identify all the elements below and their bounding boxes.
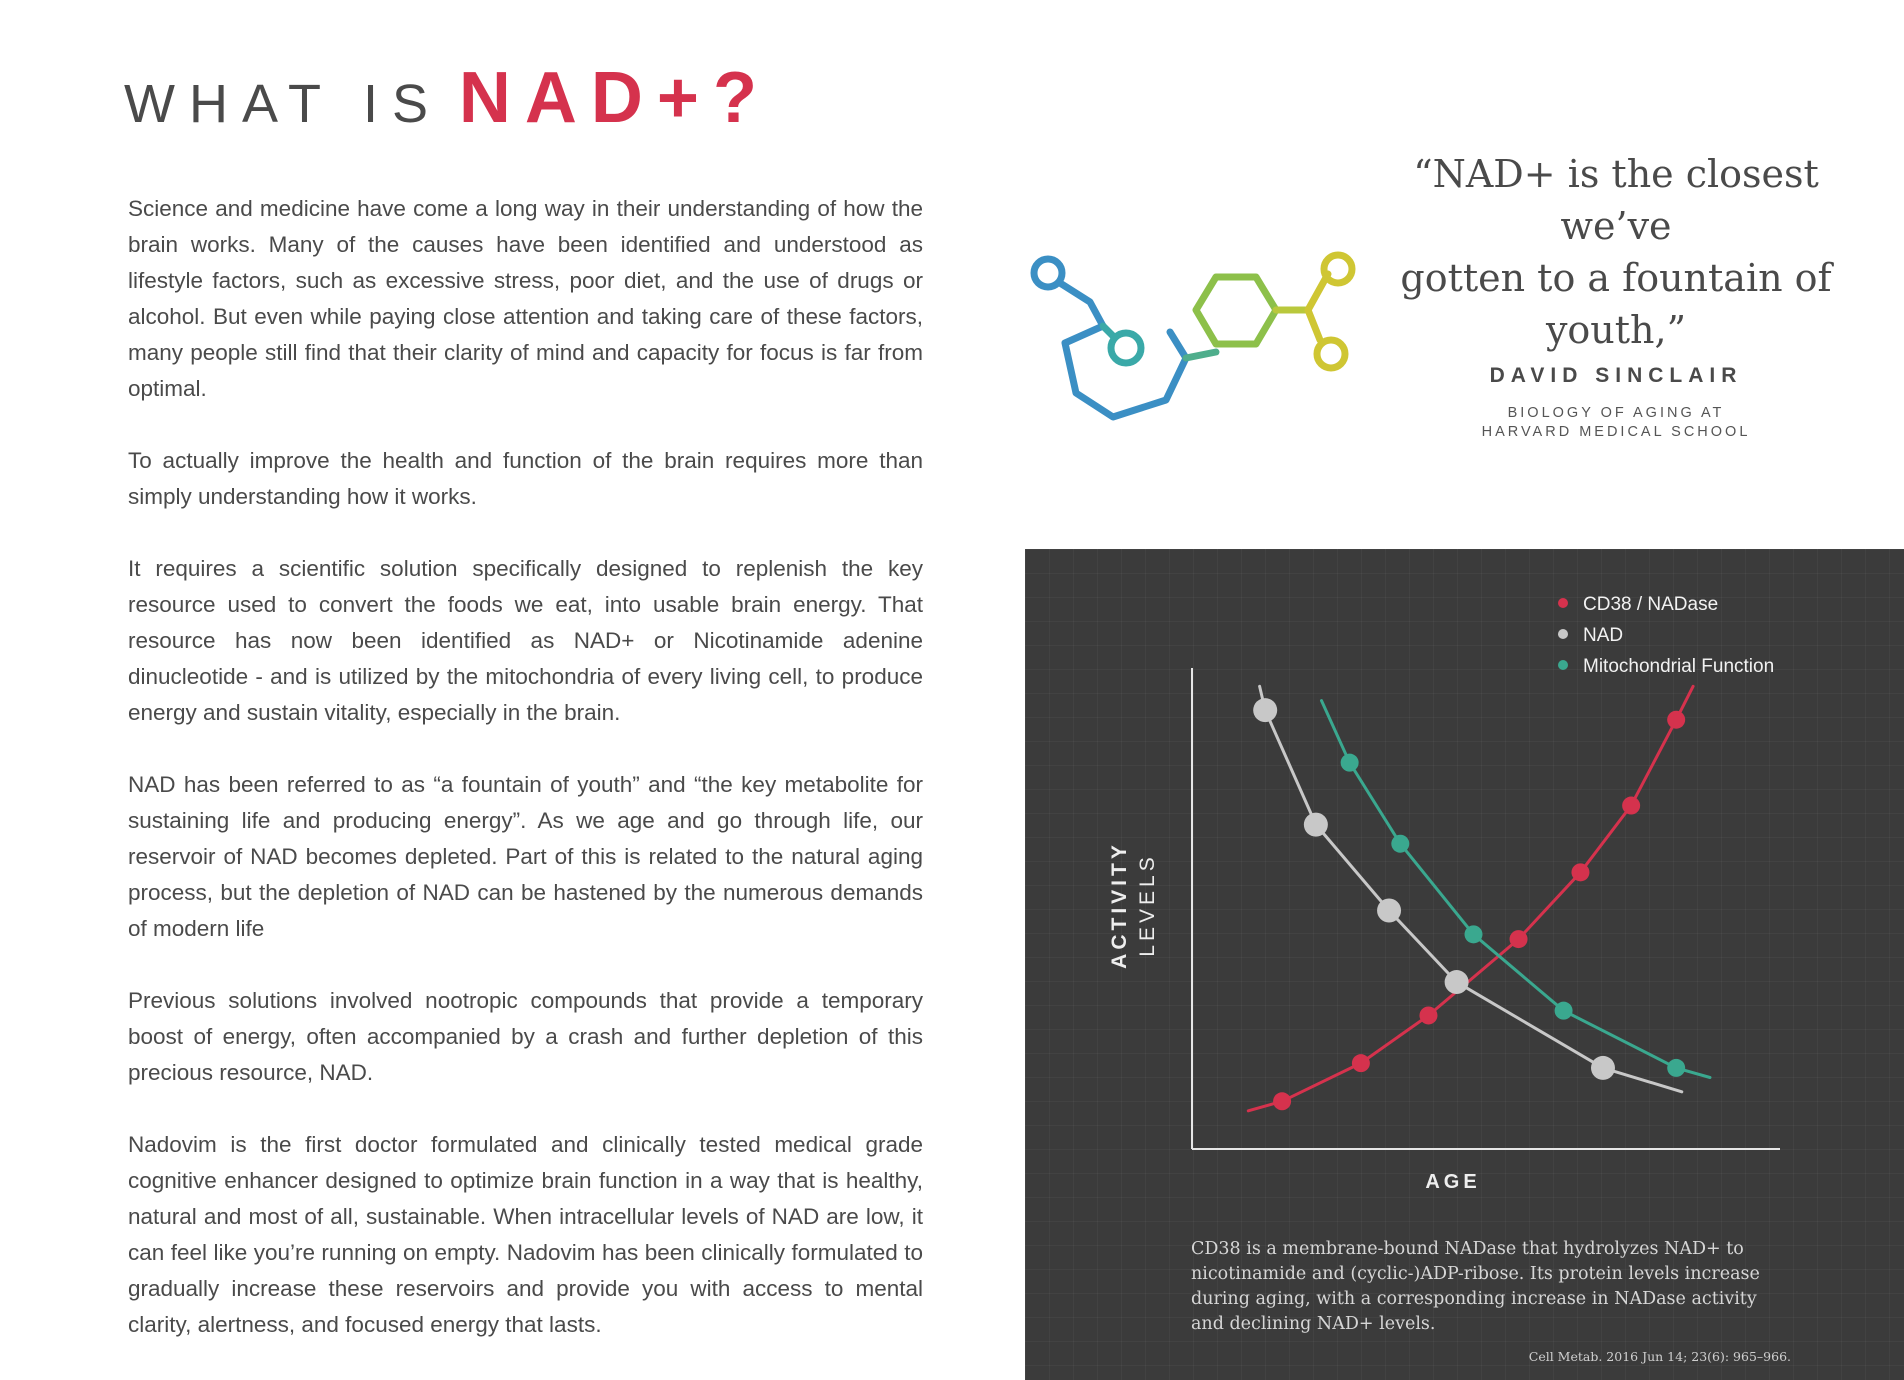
data-point	[1391, 835, 1409, 853]
quote-author: DAVID SINCLAIR	[1489, 364, 1743, 387]
paragraph: Previous solutions involved nootropic compounds that provide a temporary boost of energy, often accompanied by a crash and further depletion of this precious resource, NAD.	[128, 988, 923, 1085]
data-point	[1273, 1092, 1291, 1110]
data-point	[1377, 899, 1401, 923]
series-line	[1248, 686, 1693, 1111]
x-axis-label: AGE	[1425, 1171, 1481, 1193]
chart-citation: Cell Metab. 2016 Jun 14; 23(6): 965–966.	[1528, 1349, 1791, 1364]
paragraph: It requires a scientific solution specifically designed to replenish the key resource used to convert the foods we eat, into usable brain energy. That resource has now been identified as NAD+ or Nicotinamide adenine dinucleotide - and is utilized by the mitochondria of every living cell, to produce energy and sustain vitality, especially in the brain.	[128, 556, 923, 725]
affiliation-line: HARVARD MEDICAL SCHOOL	[1481, 424, 1751, 440]
quote	[1370, 148, 1862, 356]
data-point	[1304, 813, 1328, 837]
data-point	[1341, 754, 1359, 772]
chart-panel	[1025, 549, 1904, 1380]
affiliation-line: BIOLOGY OF AGING AT	[1507, 405, 1725, 421]
data-point	[1667, 1059, 1685, 1077]
legend-label: CD38 / NADase	[1583, 594, 1719, 615]
data-point	[1510, 930, 1528, 948]
legend-label: NAD	[1583, 625, 1624, 646]
data-point	[1622, 797, 1640, 815]
body-text	[128, 191, 923, 1379]
data-point	[1253, 698, 1277, 722]
y-axis-label: LEVELS	[1136, 853, 1159, 957]
chart-caption: CD38 is a membrane-bound NADase that hydrolyzes NAD+ to nicotinamide and (cyclic-)ADP-ribose. Its protein levels increase during aging, with a corresponding increase in NADase activity and declining NAD+ levels.	[1191, 1239, 1760, 1334]
data-point	[1445, 970, 1469, 994]
data-point	[1555, 1002, 1573, 1020]
title-prefix: WHAT IS	[124, 74, 443, 134]
nad-molecule-icon	[1018, 240, 1368, 430]
paragraph: Science and medicine have come a long way in their understanding of how the brain works. Many of the causes have been identified and understood as lifestyle factors, such as excessive stress, poor diet, and the use of drugs or alcohol. But even while paying close attention and taking care of these factors, many people still find that their clarity of mind and capacity for focus is far from optimal.	[128, 196, 923, 401]
paragraph: NAD has been referred to as “a fountain of youth” and “the key metabolite for sustaining life and producing energy”. As we age and go through life, our reservoir of NAD becomes depleted. Part of this is related to the natural aging process, but the depletion of NAD can be hastened by the numerous demands of modern life	[128, 772, 923, 941]
data-point	[1571, 863, 1589, 881]
series-line	[1322, 701, 1711, 1078]
series-line	[1260, 686, 1682, 1092]
y-axis-label: ACTIVITY	[1108, 841, 1131, 969]
page-title	[124, 58, 771, 138]
legend-label: Mitochondrial Function	[1583, 656, 1775, 677]
legend-marker	[1558, 629, 1568, 639]
quote-affiliation	[1370, 404, 1862, 442]
title-highlight: NAD+?	[458, 58, 771, 138]
quote-line: gotten to a fountain of	[1400, 256, 1832, 300]
data-point	[1465, 925, 1483, 943]
paragraph: Nadovim is the first doctor formulated and clinically tested medical grade cognitive enhancer designed to optimize brain function in a way that is healthy, natural and most of all, sustainable. When intracellular levels of NAD are low, it can feel like you’re running on empty. Nadovim has been clinically formulated to gradually increase these reservoirs and provide you with access to mental clarity, alertness, and focused energy that lasts.	[128, 1132, 923, 1337]
legend-marker	[1558, 660, 1568, 670]
legend-marker	[1558, 598, 1568, 608]
data-point	[1591, 1056, 1615, 1080]
data-point	[1419, 1006, 1437, 1024]
quote-line: “NAD+ is the closest we’ve	[1413, 152, 1819, 248]
data-point	[1667, 711, 1685, 729]
quote-line: youth,”	[1545, 308, 1687, 352]
paragraph: To actually improve the health and function of the brain requires more than simply understanding how it works.	[128, 448, 923, 509]
data-point	[1352, 1054, 1370, 1072]
